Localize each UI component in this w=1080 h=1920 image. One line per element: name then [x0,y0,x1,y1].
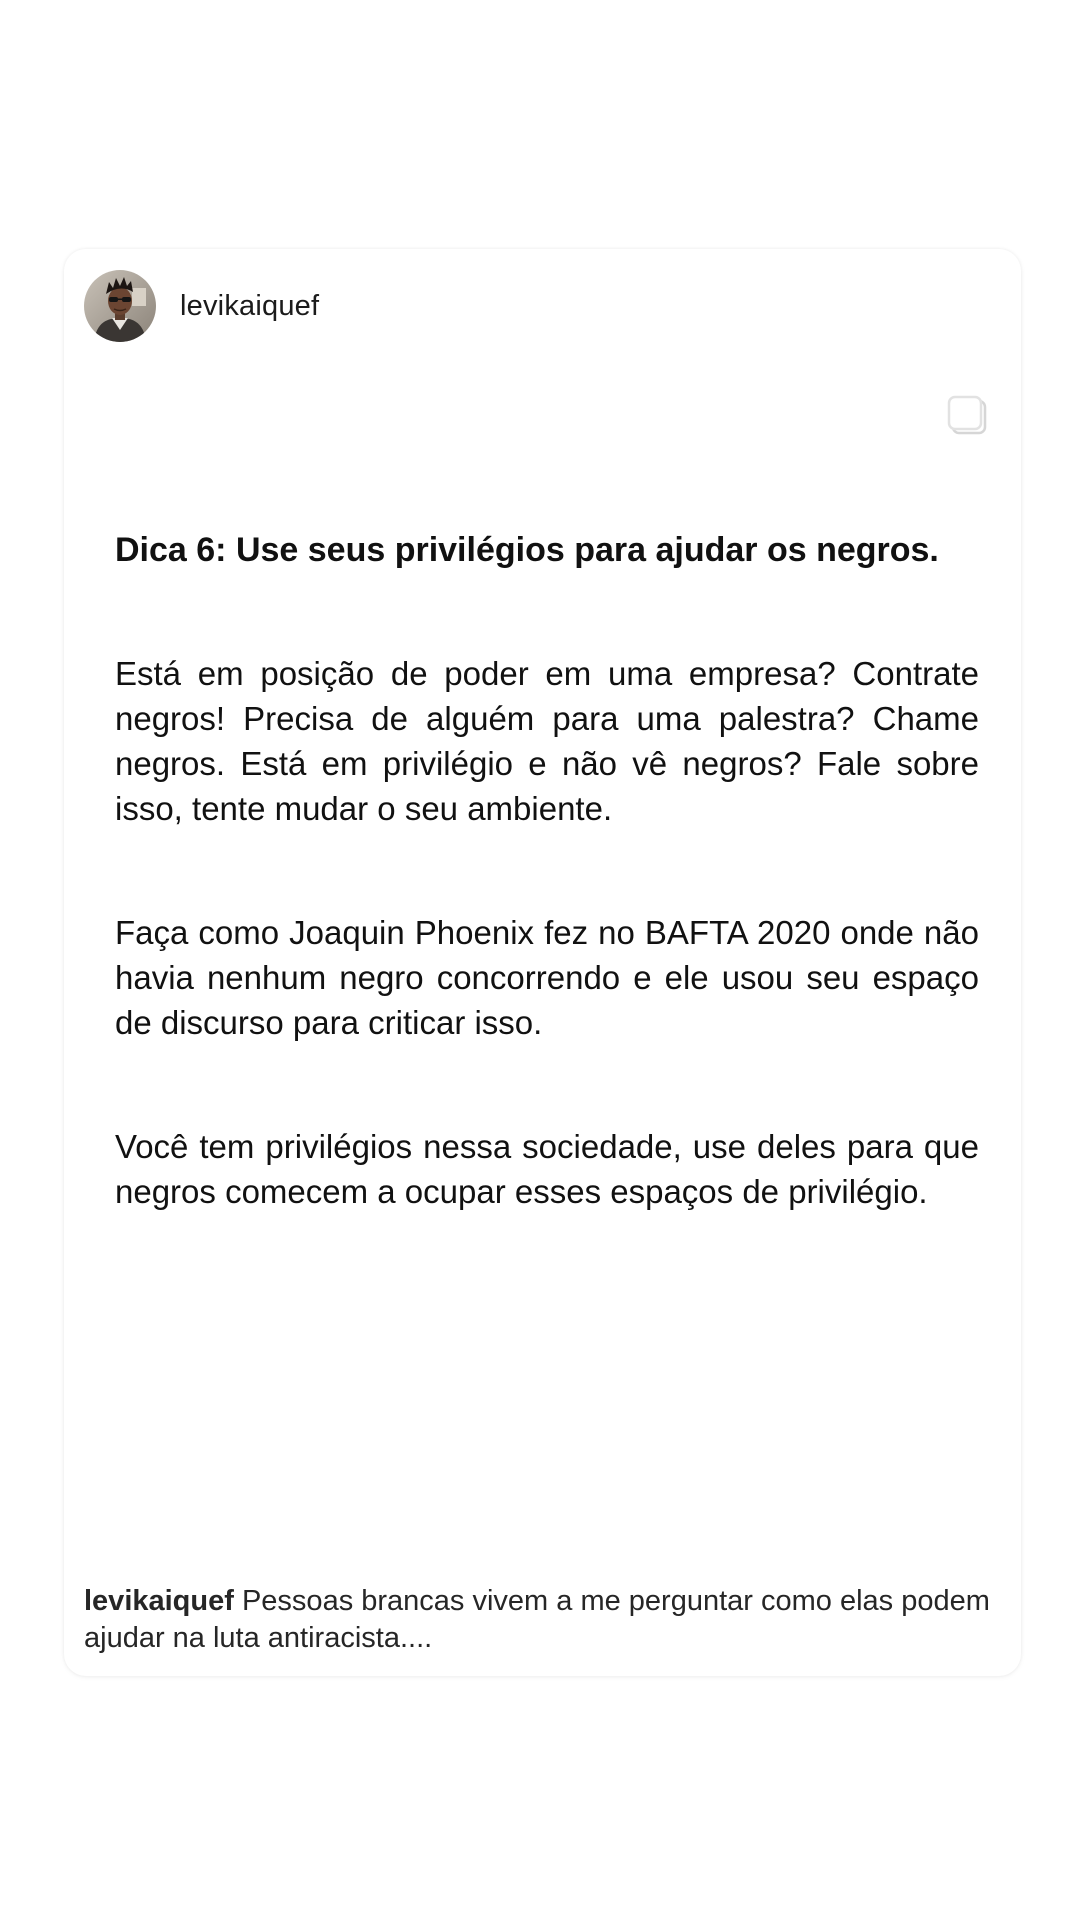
post-username[interactable]: levikaiquef [180,289,320,322]
caption-text: Pessoas brancas vivem a me perguntar como elas podem ajudar na luta antiracista.... [84,1585,990,1654]
post-card [64,249,1021,1676]
carousel-multiple-icon [946,394,990,438]
post-header [84,269,319,343]
caption-username[interactable]: levikaiquef [84,1585,234,1617]
avatar[interactable] [84,270,156,342]
post-paragraph-3: Você tem privilégios nessa sociedade, use deles para que negros comecem a ocupar esses espaços de privilégio. [115,1128,979,1210]
post-caption [84,1583,1004,1657]
post-title: Dica 6: Use seus privilégios para ajudar os negros. [115,531,939,569]
post-image-text [115,527,979,1214]
post-paragraph-2: Faça como Joaquin Phoenix fez no BAFTA 2020 onde não havia nenhum negro concorrendo e ele usou seu espaço de discurso para criticar isso. [115,914,979,1041]
post-paragraph-1: Está em posição de poder em uma empresa? Contrate negros! Precisa de alguém para uma palestra? Chame negros. Está em privilégio e não vê negros? Fale sobre isso, tente mudar o seu ambiente. [115,655,979,827]
